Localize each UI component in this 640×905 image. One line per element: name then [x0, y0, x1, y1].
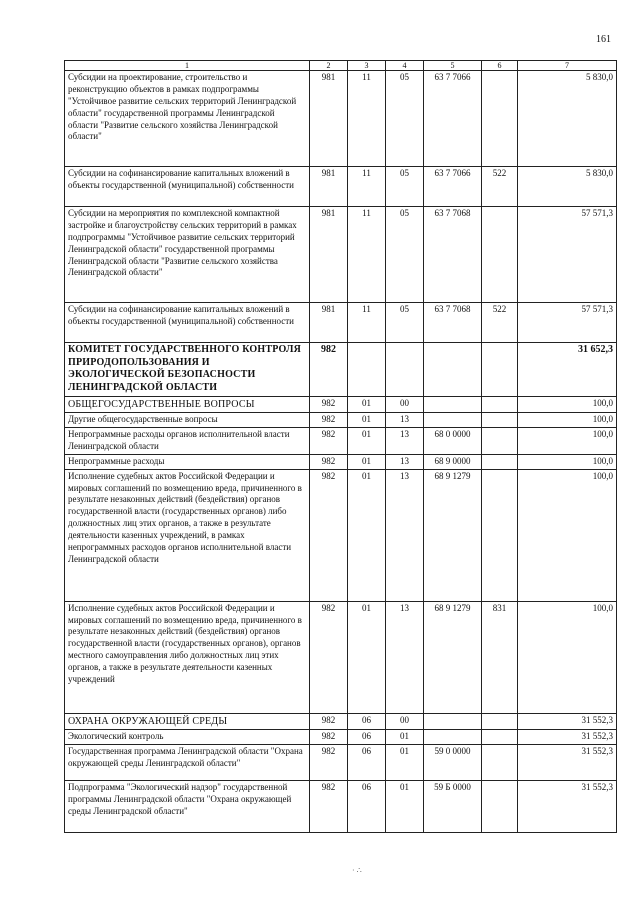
section-cell: 01	[348, 428, 386, 455]
section-cell	[348, 343, 386, 397]
subsection-cell: 05	[386, 71, 424, 167]
budget-table	[64, 60, 617, 833]
row-name-cell: Субсидии на мероприятия по комплексной компактной застройке и благоустройству сельских территорий в рамках подпрограммы "Устойчивое развитие сельских территорий Ленинградской области" государственной программы Ленинградской области "Развитие сельского хозяйства Ленинградской области"	[65, 207, 310, 303]
subsection-cell: 13	[386, 413, 424, 428]
table-row	[65, 343, 617, 397]
admin-code-cell: 981	[310, 303, 348, 343]
table-row	[65, 454, 617, 469]
subsection-cell: 13	[386, 469, 424, 601]
target-article-cell: 59 0 0000	[424, 744, 482, 780]
admin-code-cell: 982	[310, 454, 348, 469]
amount-cell: 31 552,3	[518, 729, 617, 744]
target-article-cell	[424, 397, 482, 413]
column-header: 3	[348, 61, 386, 71]
admin-code-cell: 982	[310, 343, 348, 397]
table-row	[65, 167, 617, 207]
target-article-cell	[424, 343, 482, 397]
section-cell: 01	[348, 397, 386, 413]
table-row	[65, 428, 617, 455]
subsection-cell: 01	[386, 744, 424, 780]
table-row	[65, 469, 617, 601]
row-name-cell: Субсидии на софинансирование капитальных вложений в объекты государственной (муниципальной) собственности	[65, 167, 310, 207]
amount-cell: 100,0	[518, 428, 617, 455]
amount-cell: 57 571,3	[518, 303, 617, 343]
table-row	[65, 601, 617, 713]
column-header: 2	[310, 61, 348, 71]
column-header: 5	[424, 61, 482, 71]
row-name-cell: Другие общегосударственные вопросы	[65, 413, 310, 428]
section-cell: 06	[348, 713, 386, 729]
table-row	[65, 729, 617, 744]
section-cell: 06	[348, 780, 386, 832]
margin-mark: · ∴	[352, 866, 362, 875]
section-cell: 11	[348, 207, 386, 303]
admin-code-cell: 982	[310, 729, 348, 744]
amount-cell: 100,0	[518, 601, 617, 713]
amount-cell: 100,0	[518, 397, 617, 413]
section-cell: 01	[348, 454, 386, 469]
expense-type-cell: 831	[482, 601, 518, 713]
target-article-cell	[424, 413, 482, 428]
target-article-cell: 63 7 7066	[424, 71, 482, 167]
subsection-cell: 13	[386, 601, 424, 713]
admin-code-cell: 982	[310, 428, 348, 455]
amount-cell: 5 830,0	[518, 71, 617, 167]
table-row	[65, 780, 617, 832]
target-article-cell	[424, 729, 482, 744]
table-header-row	[65, 61, 617, 71]
expense-type-cell	[482, 397, 518, 413]
table-row	[65, 71, 617, 167]
section-cell: 11	[348, 71, 386, 167]
target-article-cell: 63 7 7068	[424, 207, 482, 303]
admin-code-cell: 982	[310, 780, 348, 832]
admin-code-cell: 981	[310, 71, 348, 167]
expense-type-cell	[482, 413, 518, 428]
table-row	[65, 744, 617, 780]
subsection-cell: 01	[386, 780, 424, 832]
admin-code-cell: 981	[310, 167, 348, 207]
row-name-cell: Непрограммные расходы	[65, 454, 310, 469]
expense-type-cell: 522	[482, 303, 518, 343]
admin-code-cell: 982	[310, 601, 348, 713]
row-name-cell: Субсидии на проектирование, строительство и реконструкцию объектов в рамках подпрограммы "Устойчивое развитие сельских территорий Ленинградской области" государственной программы Ленинградской области "Развитие сельского хозяйства Ленинградской области"	[65, 71, 310, 167]
subsection-cell: 05	[386, 167, 424, 207]
amount-cell: 5 830,0	[518, 167, 617, 207]
admin-code-cell: 981	[310, 207, 348, 303]
column-header: 6	[482, 61, 518, 71]
expense-type-cell	[482, 454, 518, 469]
table-row	[65, 713, 617, 729]
target-article-cell	[424, 713, 482, 729]
amount-cell: 100,0	[518, 413, 617, 428]
expense-type-cell	[482, 207, 518, 303]
amount-cell: 31 552,3	[518, 780, 617, 832]
expense-type-cell	[482, 71, 518, 167]
target-article-cell: 68 9 0000	[424, 454, 482, 469]
table-row	[65, 303, 617, 343]
row-name-cell: ОБЩЕГОСУДАРСТВЕННЫЕ ВОПРОСЫ	[65, 397, 310, 413]
column-header: 4	[386, 61, 424, 71]
expense-type-cell	[482, 713, 518, 729]
subsection-cell: 00	[386, 397, 424, 413]
row-name-cell: Подпрограмма "Экологический надзор" государственной программы Ленинградской области "Охрана окружающей среды Ленинградской области"	[65, 780, 310, 832]
row-name-cell: Исполнение судебных актов Российской Федерации и мировых соглашений по возмещению вреда, причиненного в результате незаконных действий (бездействия) органов государственной власти (государственных органов), органов местного самоуправления либо должностных лиц этих органов, а также в результате деятельности казенных учреждений	[65, 601, 310, 713]
amount-cell: 31 552,3	[518, 713, 617, 729]
admin-code-cell: 982	[310, 744, 348, 780]
expense-type-cell	[482, 780, 518, 832]
admin-code-cell: 982	[310, 397, 348, 413]
subsection-cell: 01	[386, 729, 424, 744]
amount-cell: 100,0	[518, 454, 617, 469]
section-cell: 06	[348, 729, 386, 744]
table-row	[65, 207, 617, 303]
section-cell: 11	[348, 303, 386, 343]
amount-cell: 31 652,3	[518, 343, 617, 397]
target-article-cell: 63 7 7068	[424, 303, 482, 343]
admin-code-cell: 982	[310, 713, 348, 729]
amount-cell: 57 571,3	[518, 207, 617, 303]
target-article-cell: 68 9 1279	[424, 469, 482, 601]
row-name-cell: ОХРАНА ОКРУЖАЮЩЕЙ СРЕДЫ	[65, 713, 310, 729]
expense-type-cell	[482, 428, 518, 455]
row-name-cell: Государственная программа Ленинградской области "Охрана окружающей среды Ленинградской области"	[65, 744, 310, 780]
admin-code-cell: 982	[310, 413, 348, 428]
row-name-cell: Непрограммные расходы органов исполнительной власти Ленинградской области	[65, 428, 310, 455]
expense-type-cell	[482, 469, 518, 601]
subsection-cell: 05	[386, 207, 424, 303]
section-cell: 01	[348, 469, 386, 601]
section-cell: 01	[348, 413, 386, 428]
subsection-cell	[386, 343, 424, 397]
target-article-cell: 68 9 1279	[424, 601, 482, 713]
section-cell: 06	[348, 744, 386, 780]
amount-cell: 100,0	[518, 469, 617, 601]
subsection-cell: 00	[386, 713, 424, 729]
row-name-cell: Субсидии на софинансирование капитальных вложений в объекты государственной (муниципальной) собственности	[65, 303, 310, 343]
subsection-cell: 13	[386, 454, 424, 469]
subsection-cell: 13	[386, 428, 424, 455]
target-article-cell: 68 0 0000	[424, 428, 482, 455]
row-name-cell: Исполнение судебных актов Российской Федерации и мировых соглашений по возмещению вреда, причиненного в результате незаконных действий (бездействия) органов государственной власти (государственных органов) либо должностных лиц этих органов, а также в результате деятельности казенных учреждений, в рамках непрограммных расходов органов исполнительной власти Ленинградской области	[65, 469, 310, 601]
expense-type-cell	[482, 744, 518, 780]
expense-type-cell	[482, 729, 518, 744]
row-name-cell: КОМИТЕТ ГОСУДАРСТВЕННОГО КОНТРОЛЯ ПРИРОДОПОЛЬЗОВАНИЯ И ЭКОЛОГИЧЕСКОЙ БЕЗОПАСНОСТИ ЛЕНИНГРАДСКОЙ ОБЛАСТИ	[65, 343, 310, 397]
amount-cell: 31 552,3	[518, 744, 617, 780]
column-header: 7	[518, 61, 617, 71]
subsection-cell: 05	[386, 303, 424, 343]
expense-type-cell	[482, 343, 518, 397]
target-article-cell: 63 7 7066	[424, 167, 482, 207]
section-cell: 11	[348, 167, 386, 207]
expense-type-cell: 522	[482, 167, 518, 207]
table-row	[65, 413, 617, 428]
section-cell: 01	[348, 601, 386, 713]
row-name-cell: Экологический контроль	[65, 729, 310, 744]
target-article-cell: 59 Б 0000	[424, 780, 482, 832]
page-number: 161	[596, 34, 611, 45]
table-row	[65, 397, 617, 413]
admin-code-cell: 982	[310, 469, 348, 601]
column-header: 1	[65, 61, 310, 71]
